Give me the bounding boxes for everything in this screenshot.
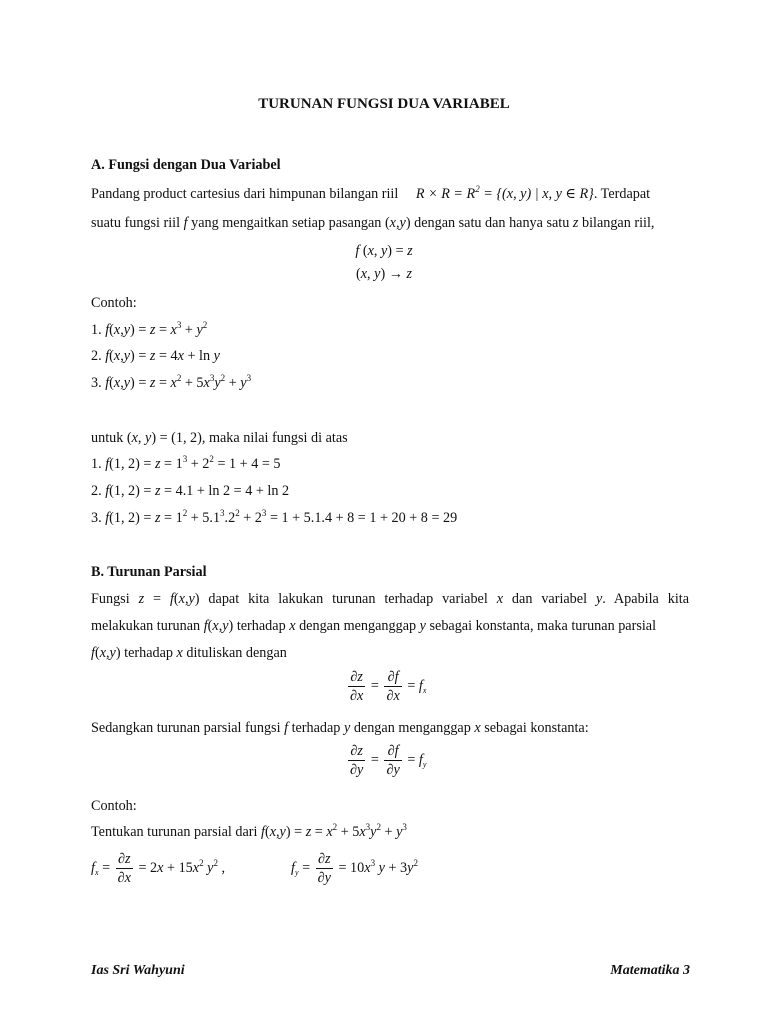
- evaluation-3: 3. f(1, $2) = z = 1^2 + 5.1^3.2^2 + 2^3 = 1 + 5.1.4 + 8 = 1 + 20 + 8 = 29$: [91, 508, 458, 526]
- page-title: TURUNAN FUNGSI DUA VARIABEL: [258, 96, 510, 112]
- p1-post: . Terdapat: [593, 186, 651, 202]
- mapping-line-2: (x, y) → z: [356, 266, 412, 282]
- partial-x-equation: $\frac{\partial z}{\partial x}$ = $\frac{\partial f}{\partial x}$ = $f_x$: [350, 669, 427, 704]
- mapping-line-1: f (x, y) = z: [355, 243, 413, 259]
- task-line: Tentukan turunan parsial dari $f(x,y) = z = x^2 + 5x^3y^2 + y^3$: [91, 822, 407, 840]
- section-b-paragraph-line-2: melakukan turunan f(x,y) terhadap x dengan menganggap y sebagai konstanta, maka turunan parsial: [91, 618, 657, 634]
- example-3: 3. $f(x,y) = z = x^2 + 5x^3y^2 + y^3$: [91, 373, 252, 391]
- section-a-paragraph-line-2: suatu fungsi riil f yang mengaitkan setiap pasangan (x,y) dengan satu dan hanya satu z bilangan riil,: [91, 215, 655, 231]
- section-b-paragraph-2: Sedangkan turunan parsial fungsi f terhadap y dengan menganggap x sebagai konstanta:: [91, 720, 589, 736]
- partial-y-equation: $\frac{\partial z}{\partial y}$ = $\frac{\partial f}{\partial y}$ = $f_y$: [350, 743, 427, 778]
- section-a-heading: A. Fungsi dengan Dua Variabel: [91, 157, 281, 173]
- set-notation: $R \times R = R^2 = \{(x$, y) | x, y ∈ R}: [415, 184, 594, 202]
- section-b-paragraph-line-3: f(x,y) terhadap x dituliskan dengan: [91, 645, 287, 661]
- example-2: 2. f(x,y) = z = 4x + ln y: [91, 348, 220, 364]
- evaluation-1: 1. f(1, $2) = z = 1^3 + 2^2 = 1 + 4 = 5$: [91, 454, 281, 472]
- footer-author: Ias Sri Wahyuni: [91, 963, 185, 978]
- evaluation-intro: untuk (x, y) = (1, 2), maka nilai fungsi di atas: [91, 430, 348, 446]
- section-b-heading: B. Turunan Parsial: [91, 564, 207, 580]
- answer-fx: $f_x$ = $\frac{\partial z}{\partial x}$ = $2x + 15x^2$ $y^2$ ,: [91, 851, 226, 886]
- evaluation-2: 2. f(1, 2) = z = 4.1 + ln 2 = 4 + ln 2: [91, 483, 290, 499]
- contoh-label-a: Contoh:: [91, 295, 137, 311]
- example-1: 1. $f(x,y) = z = x^3 + y^2$: [91, 320, 208, 338]
- contoh-label-b: Contoh:: [91, 798, 137, 814]
- section-b-paragraph-line-1: Fungsi z = f(x,y) dapat kita lakukan turunan terhadap variabel x dan variabel y. Apabila kita: [91, 591, 690, 607]
- answer-fy: $f_y$ = $\frac{\partial z}{\partial y}$ = $10x^3$ $y + 3y^2$: [291, 851, 418, 886]
- p1-text: Pandang product cartesius dari himpunan bilangan riil: [91, 186, 399, 202]
- section-a-paragraph-line-1: [91, 184, 650, 204]
- footer-course: Matematika 3: [610, 963, 690, 978]
